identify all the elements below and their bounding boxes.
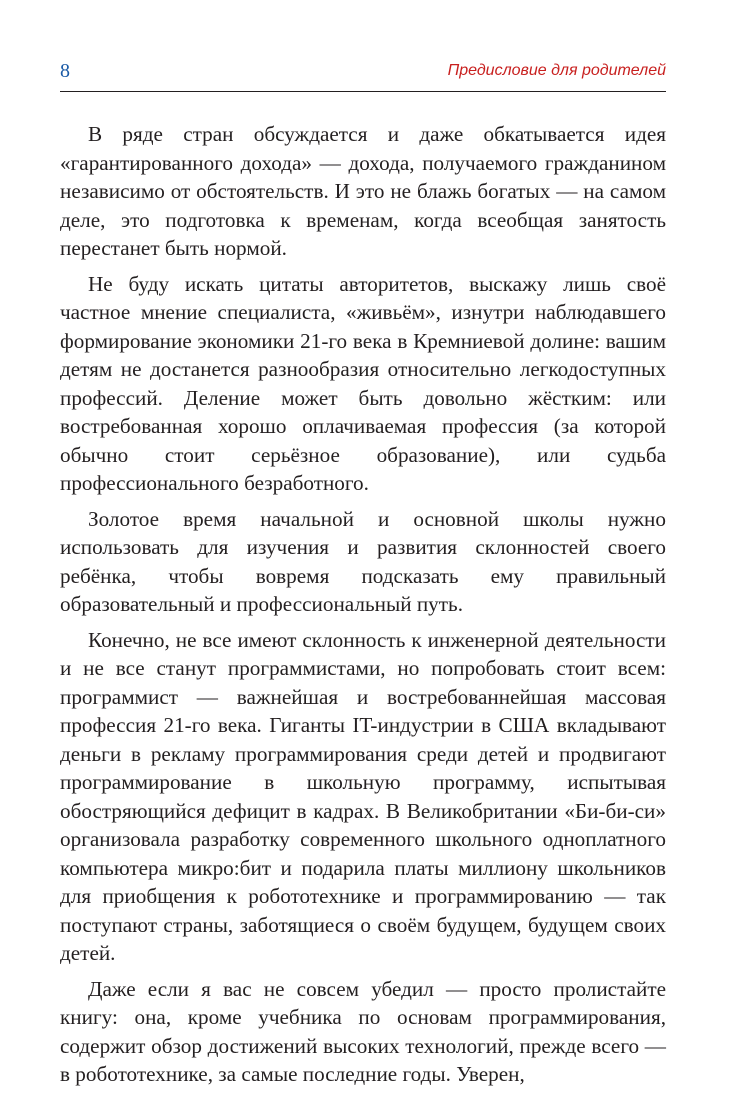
paragraph-4: Конечно, не все имеют склонность к инженерной деятельности и не все станут программистами, но попробовать стоит всем: программист — важнейшая и востребованнейшая массовая профессия 21-го века. Гиганты IT-индустрии в США вкладывают деньги в рекламу программирования среди детей и продвигают программирование в школьную программу, испытывая обостряющийся дефицит в кадрах. В Великобритании «Би-би-си» организовала разработку современного школьного одноплатного компьютера микро:бит и подарила платы миллиону школьников для приобщения к робототехнике и программированию — так поступают страны, заботящиеся о своём будущем, будущем своих детей.: [60, 627, 666, 965]
paragraph-1: В ряде стран обсуждается и даже обкатывается идея «гарантированного дохода» — дохода, получаемого гражданином независимо от обстоятельств. И это не блажь богатых — на самом деле, это подготовка к временам, когда всеобщая занятость перестанет быть нормой.: [60, 122, 666, 260]
header-divider: [60, 91, 666, 92]
paragraph-2: Не буду искать цитаты авторитетов, выскажу лишь своё частное мнение специалиста, «живьём», изнутри наблюдавшего формирование экономики 21-го века в Кремниевой долине: вашим детям не достанется разнообразия относительно легкодоступных профессий. Деление может быть довольно жёстким: или востребованная хорошо оплачиваемая профессия (за которой обычно стоит серьёзное образование), или судьба профессионального безработного.: [60, 271, 666, 495]
body-text: [60, 120, 666, 1096]
running-title: Предисловие для родителей: [447, 62, 666, 79]
page-number: 8: [60, 60, 70, 82]
paragraph-3: Золотое время начальной и основной школы нужно использовать для изучения и развития склонностей своего ребёнка, чтобы вовремя подсказать ему правильный образовательный и профессиональный путь.: [60, 506, 666, 616]
page-header: [60, 60, 666, 90]
paragraph-5: Даже если я вас не совсем убедил — просто пролистайте книгу: она, кроме учебника по основам программирования, содержит обзор достижений высоких технологий, прежде всего — в робототехнике, за самые последние годы. Уверен,: [60, 976, 666, 1086]
